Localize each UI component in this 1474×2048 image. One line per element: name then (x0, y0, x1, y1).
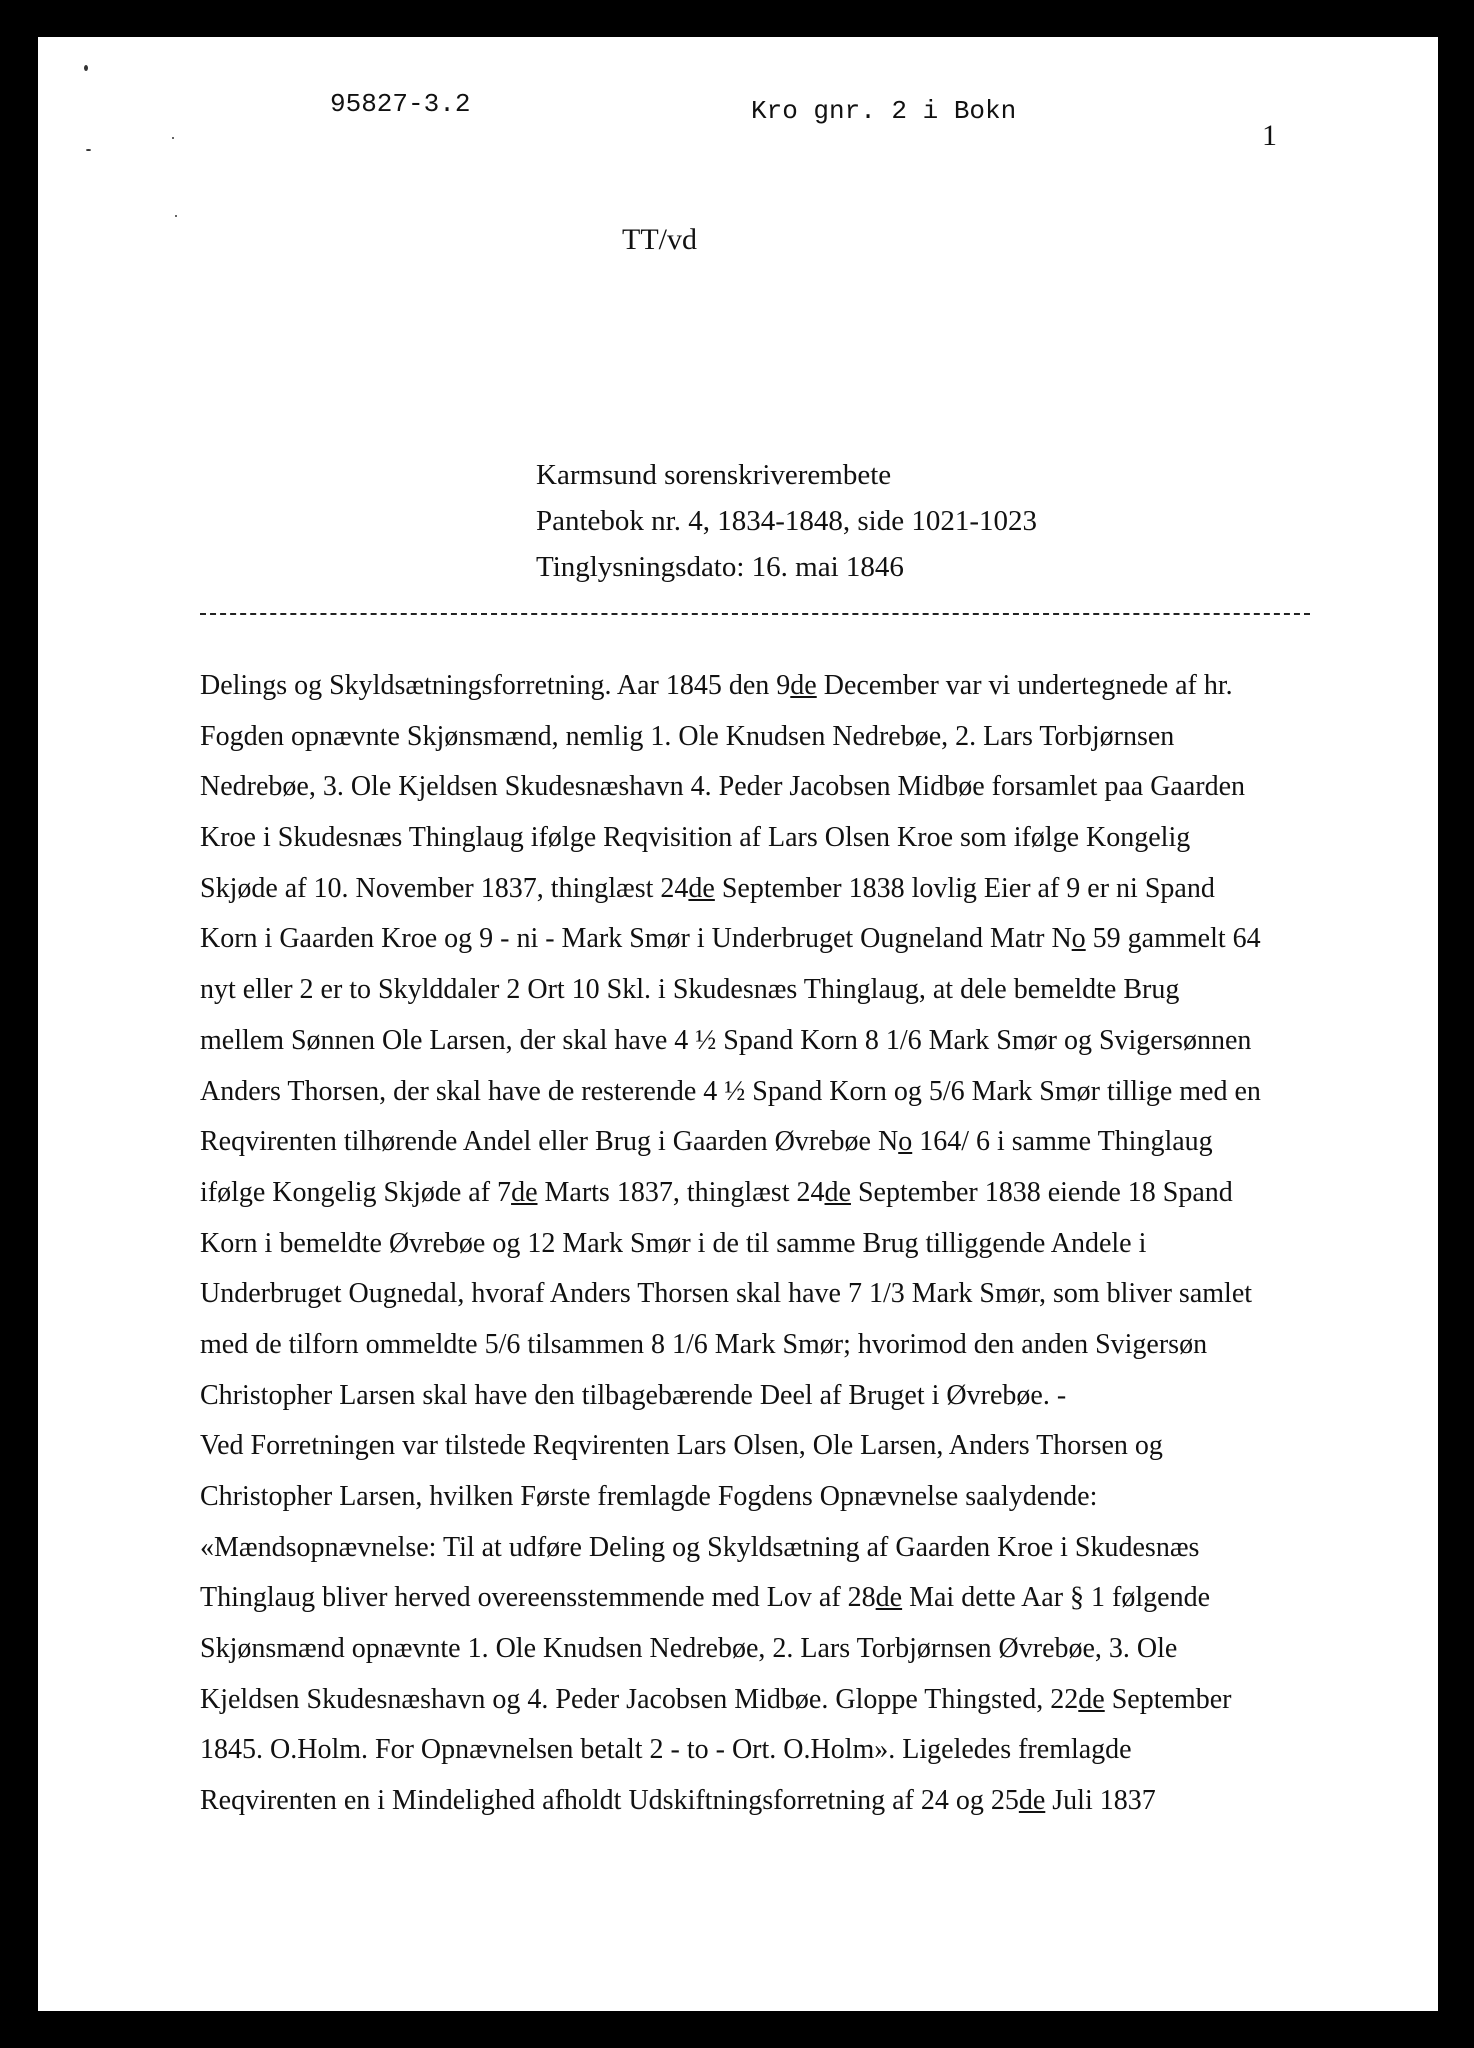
body-text-segment: med de tilforn ommeldte 5/6 tilsammen 8 1/6 Mark Smør; hvorimod den anden Svigersøn (200, 1328, 1208, 1360)
body-line (200, 813, 1330, 864)
scan-speck (175, 215, 177, 217)
body-text-segment: Christopher Larsen, hvilken Første fremlagde Fogdens Opnævnelse saalydende: (200, 1481, 1098, 1512)
underlined-abbreviation: de (1078, 1683, 1105, 1715)
property-title: Kro gnr. 2 i Bokn (751, 96, 1017, 126)
source-office: Karmsund sorenskriverembete (536, 459, 892, 491)
transcriber-initials: TT/vd (622, 223, 697, 256)
body-line (200, 1573, 1330, 1624)
page-number: 1 (1262, 119, 1277, 152)
body-line (200, 1371, 1330, 1422)
underlined-abbreviation: de (511, 1176, 538, 1208)
body-line (200, 1067, 1330, 1118)
dashed-divider (200, 613, 1310, 615)
scan-speck (172, 137, 174, 139)
body-line (200, 1117, 1330, 1168)
body-line (200, 864, 1330, 915)
body-text-segment: Kjeldsen Skudesnæshavn og 4. Peder Jacobsen Midbøe. Gloppe Thingsted, 22 (200, 1683, 1079, 1715)
body-line (200, 1725, 1330, 1776)
body-text-segment: Nedrebøe, 3. Ole Kjeldsen Skudesnæshavn 4. Peder Jacobsen Midbøe forsamlet paa Gaarden (200, 771, 1246, 803)
body-line (200, 1168, 1330, 1219)
body-line (200, 1421, 1330, 1472)
body-line (200, 1776, 1330, 1827)
body-text-segment: «Mændsopnævnelse: Til at udføre Deling og Skyldsætning af Gaarden Kroe i Skudesnæs (200, 1531, 1200, 1563)
body-text-segment: Skjønsmænd opnævnte 1. Ole Knudsen Nedrebøe, 2. Lars Torbjørnsen Øvrebøe, 3. Ole (200, 1633, 1178, 1665)
body-text-segment: nyt eller 2 er to Skylddaler 2 Ort 10 Skl. i Skudesnæs Thinglaug, at dele bemeldte Brug (200, 974, 1180, 1006)
registration-date: Tinglysningsdato: 16. mai 1846 (536, 551, 904, 583)
body-text-segment: Mai dette Aar § 1 følgende (902, 1582, 1211, 1614)
body-line (200, 1472, 1330, 1523)
body-text-segment: mellem Sønnen Ole Larsen, der skal have 4 ½ Spand Korn 8 1/6 Mark Smør og Svigersønnen (200, 1024, 1252, 1056)
body-text-segment: Christopher Larsen skal have den tilbagebærende Deel af Bruget i Øvrebøe. - (200, 1379, 1067, 1411)
body-text-segment: December var vi undertegnede af hr. (816, 670, 1233, 701)
body-text-segment: 1845. O.Holm. For Opnævnelsen betalt 2 - to - Ort. O.Holm». Ligeledes fremlagde (200, 1734, 1132, 1766)
scan-speck (86, 149, 91, 151)
body-text-segment: Reqvirenten tilhørende Andel eller Brug i Gaarden Øvrebøe N (200, 1126, 899, 1158)
body-text-segment: Reqvirenten en i Mindelighed afholdt Udskiftningsforretning af 24 og 25 (200, 1785, 1019, 1817)
underlined-abbreviation: de (790, 670, 817, 701)
underlined-abbreviation: de (1018, 1785, 1046, 1817)
body-text-segment: Thinglaug bliver herved overeensstemmende med Lov af 28 (200, 1582, 876, 1614)
underlined-abbreviation: o (1071, 923, 1086, 955)
body-text-segment: Delings og Skyldsætningsforretning. Aar 1845 den 9 (200, 670, 791, 701)
source-block (536, 452, 1037, 590)
body-text-segment: Korn i bemeldte Øvrebøe og 12 Mark Smør i de til samme Brug tilliggende Andele i (200, 1227, 1147, 1259)
body-text-segment: Anders Thorsen, der skal have de resterende 4 ½ Spand Korn og 5/6 Mark Smør tillige med en (200, 1075, 1261, 1107)
underlined-abbreviation: de (688, 872, 715, 904)
body-text-segment: Korn i Gaarden Kroe og 9 - ni - Mark Smør i Underbruget Ougneland Matr N (200, 923, 1072, 955)
body-text-segment: Juli 1837 (1045, 1785, 1156, 1817)
body-line (200, 712, 1330, 763)
body-line (200, 762, 1330, 813)
body-line (200, 1219, 1330, 1270)
body-text-segment: Marts 1837, thinglæst 24 (537, 1176, 825, 1208)
transcription-body (200, 661, 1330, 1827)
source-book: Pantebok nr. 4, 1834-1848, side 1021-1023 (536, 505, 1038, 537)
body-line (200, 1016, 1330, 1067)
scan-speck (84, 65, 88, 71)
body-text-segment: Fogden opnævnte Skjønsmænd, nemlig 1. Ole Knudsen Nedrebøe, 2. Lars Torbjørnsen (200, 720, 1175, 752)
body-text-segment: September 1838 lovlig Eier af 9 er ni Spand (714, 872, 1215, 904)
body-line (200, 914, 1330, 965)
body-line (200, 1675, 1330, 1726)
body-text-segment: Kroe i Skudesnæs Thinglaug ifølge Reqvisition af Lars Olsen Kroe som ifølge Kongelig (200, 822, 1191, 854)
body-text-segment: 164/ 6 i samme Thinglaug (912, 1126, 1213, 1158)
body-text-segment: September (1104, 1683, 1232, 1715)
document-id: 95827-3.2 (330, 89, 471, 119)
body-text-segment: Ved Forretningen var tilstede Reqvirenten Lars Olsen, Ole Larsen, Anders Thorsen og (200, 1430, 1163, 1462)
body-text-segment: Underbruget Ougnedal, hvoraf Anders Thorsen skal have 7 1/3 Mark Smør, som bliver samlet (200, 1278, 1253, 1310)
body-text-segment: Skjøde af 10. November 1837, thinglæst 24 (200, 872, 689, 904)
body-line (200, 1320, 1330, 1371)
body-line (200, 965, 1330, 1016)
body-line (200, 1269, 1330, 1320)
underlined-abbreviation: de (875, 1582, 903, 1614)
underlined-abbreviation: o (898, 1126, 913, 1158)
document-page (38, 37, 1438, 2011)
body-text-segment: ifølge Kongelig Skjøde af 7 (200, 1176, 512, 1208)
body-text-segment: 59 gammelt 64 (1085, 923, 1261, 955)
body-line (200, 661, 1330, 712)
body-text-segment: September 1838 eiende 18 Spand (850, 1176, 1233, 1208)
underlined-abbreviation: de (824, 1176, 851, 1208)
body-line (200, 1624, 1330, 1675)
body-line (200, 1523, 1330, 1574)
